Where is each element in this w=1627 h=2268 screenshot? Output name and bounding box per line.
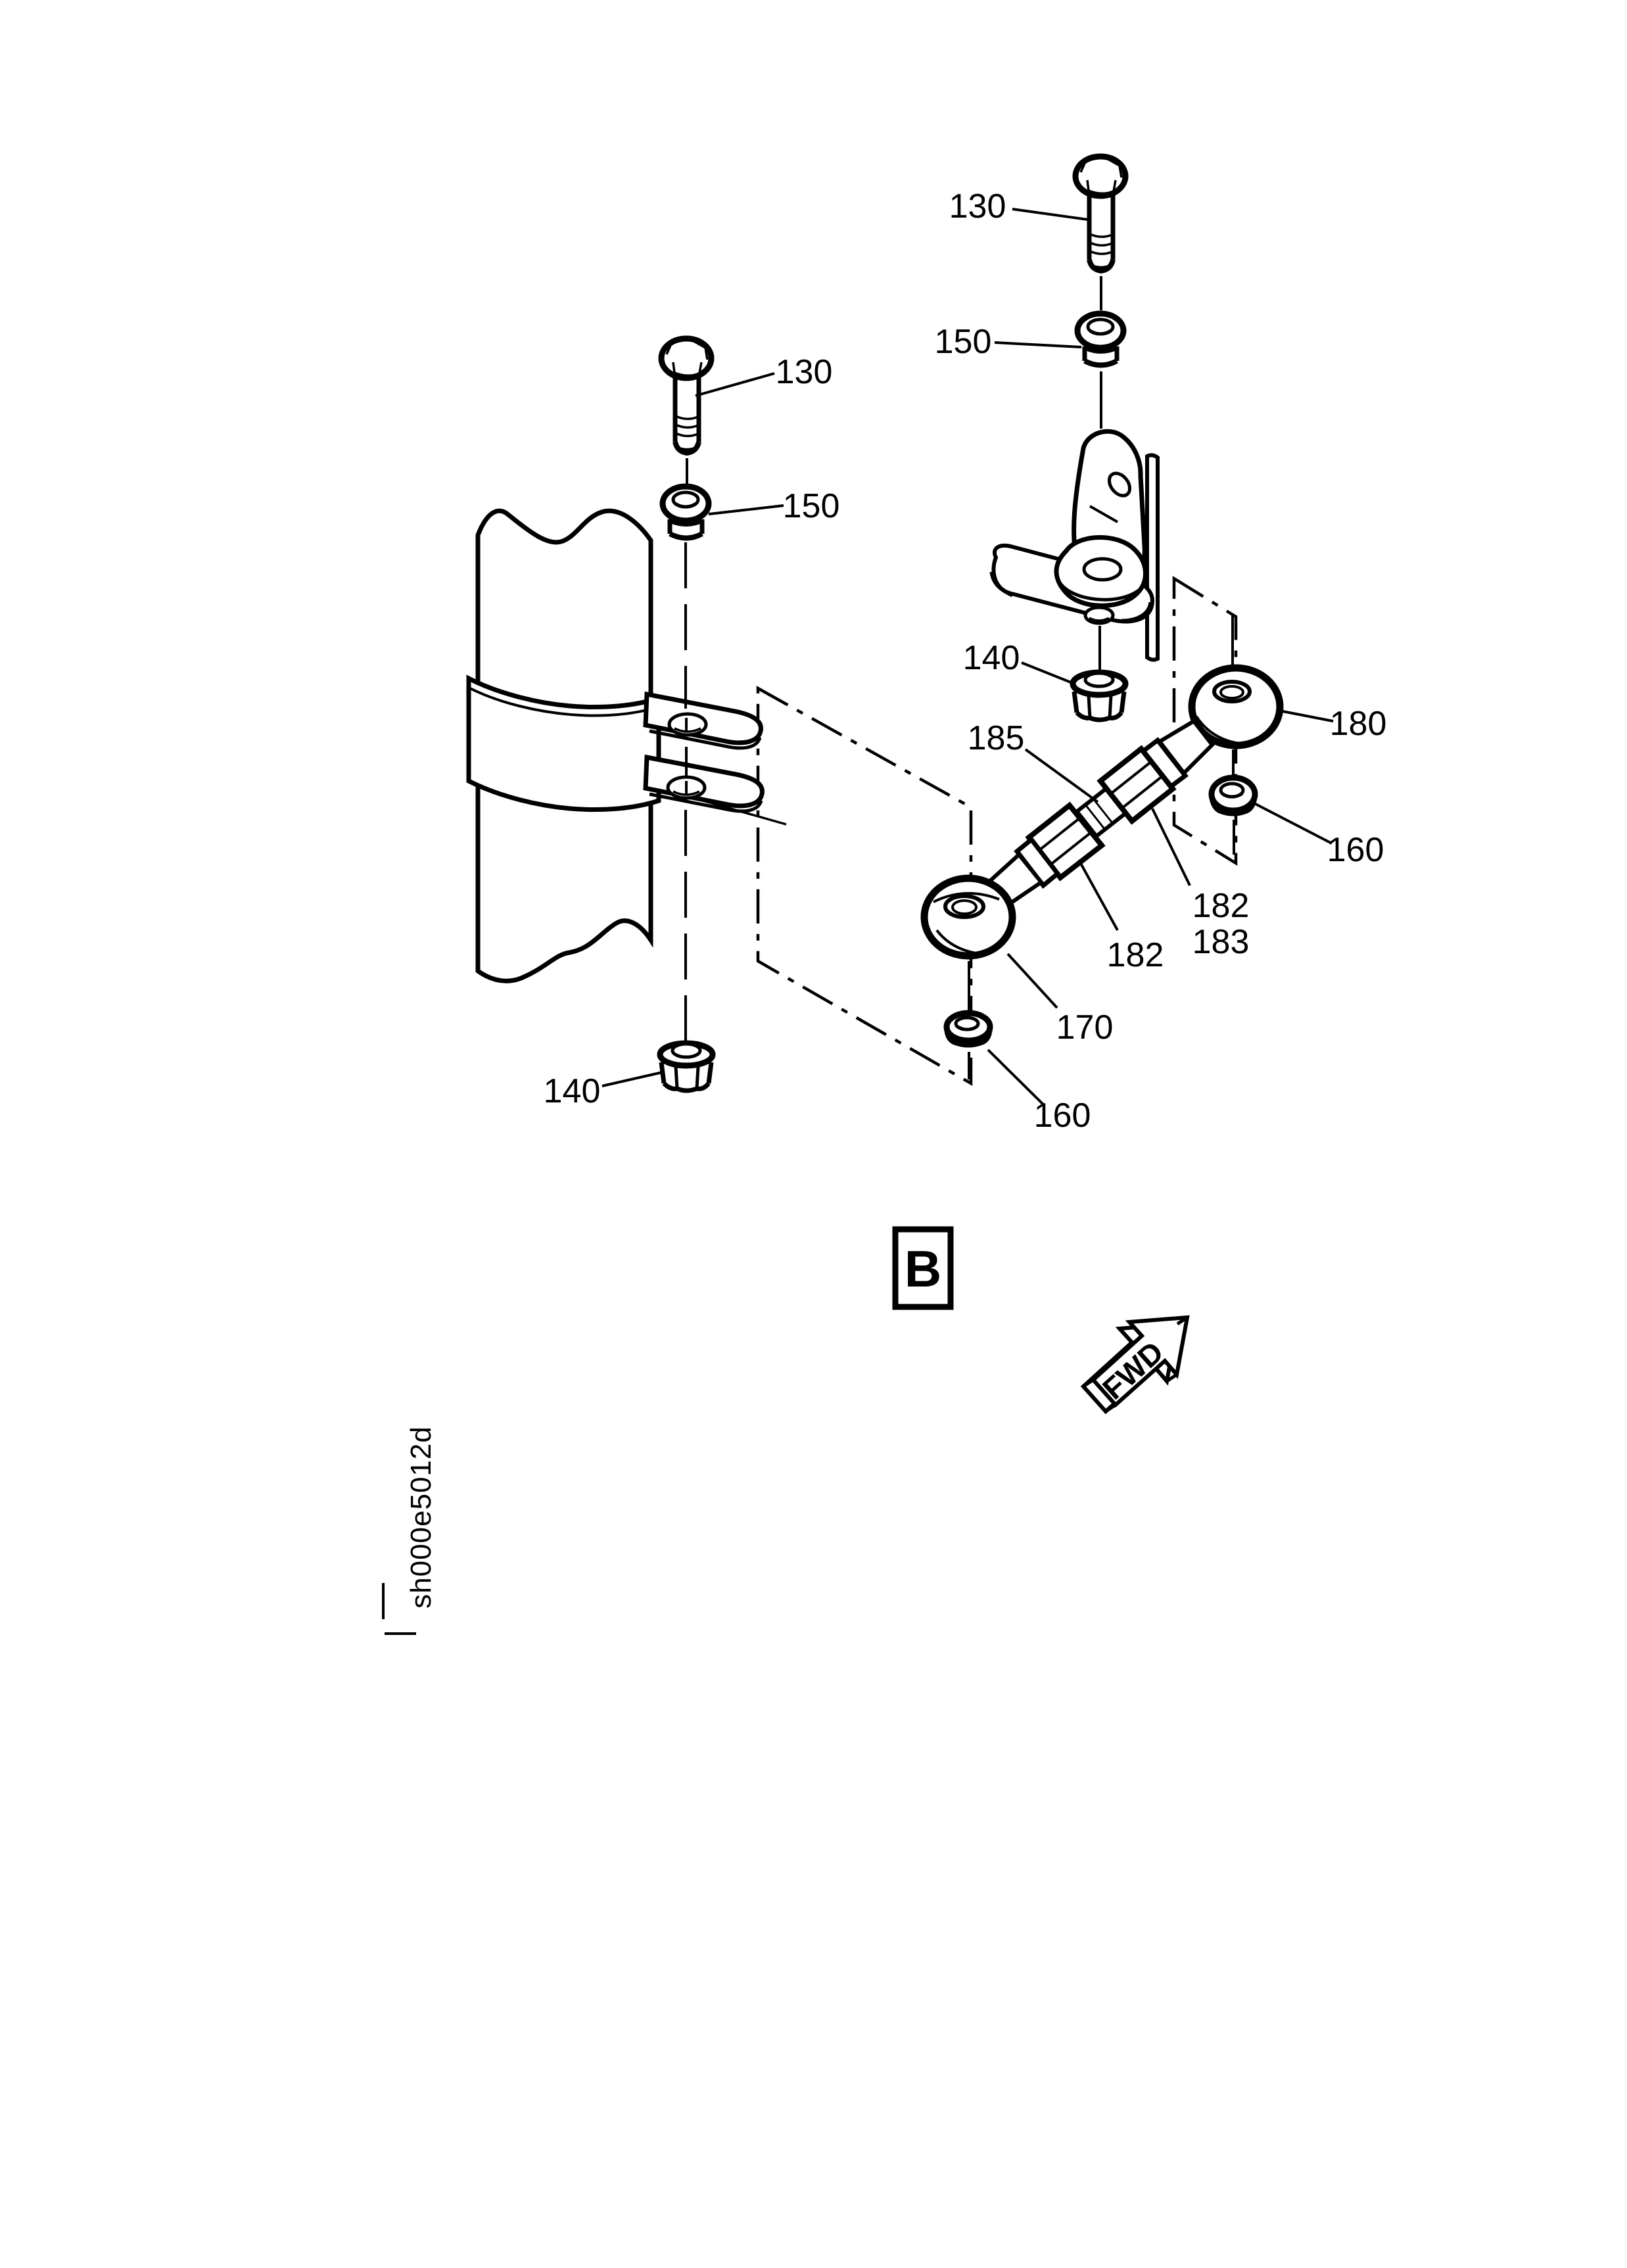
flanged-bushing-left xyxy=(663,486,709,538)
leader-nut-left xyxy=(602,1072,663,1086)
hex-bolt-left xyxy=(661,339,711,453)
callout-rod-end-lower: 170 xyxy=(1056,1008,1114,1047)
bolt-right-shank xyxy=(1089,195,1113,260)
fwd-direction-arrow xyxy=(1083,1317,1187,1411)
bolt-left-head xyxy=(661,339,711,378)
leader-jam-nut-lower xyxy=(1079,860,1118,930)
callout-bushing-right: 150 xyxy=(934,323,992,361)
bushing-left-bottom xyxy=(670,534,702,538)
callout-jam-nut-upper: 182 xyxy=(1192,887,1250,925)
callout-nut-right: 140 xyxy=(962,639,1020,677)
support-bracket xyxy=(991,431,1158,659)
callout-nut-left: 140 xyxy=(543,1072,601,1110)
washer-bottom xyxy=(947,1013,990,1045)
hex-bolt-right xyxy=(1075,156,1125,271)
nut-left-hex-facets xyxy=(676,1066,698,1089)
view-label-box xyxy=(895,1229,951,1307)
callout-jam-nut-lower: 182 xyxy=(1106,936,1164,974)
leader-bolt-right xyxy=(1012,209,1088,220)
view-label-letter: B xyxy=(904,1240,942,1298)
callout-adjuster: 185 xyxy=(967,719,1025,757)
leader-adjuster xyxy=(1026,749,1098,802)
leader-washer-right xyxy=(1254,803,1332,843)
leader-bolt-left xyxy=(696,373,774,396)
leader-jam-nut-upper xyxy=(1152,809,1190,886)
callout-washer-right: 160 xyxy=(1327,831,1384,869)
nut-right-hex-bottom xyxy=(1077,713,1121,720)
drawing-code-block xyxy=(383,1426,437,1634)
leader-nut-right xyxy=(1022,663,1074,684)
callout-bolt-right: 130 xyxy=(949,187,1006,225)
axis-left xyxy=(686,458,687,1045)
leader-bushing-right xyxy=(995,343,1081,347)
flanged-nut-right xyxy=(1073,673,1125,720)
flanged-bushing-right xyxy=(1077,314,1123,366)
drawing-code-text: sh000e5012d xyxy=(405,1426,437,1609)
callout-bolt-left: 130 xyxy=(775,353,833,391)
bushing-right-bottom xyxy=(1085,361,1117,366)
nut-left-hex-bottom xyxy=(664,1083,709,1091)
bolt-right-head xyxy=(1075,156,1125,196)
callout-washer-bottom: 160 xyxy=(1033,1097,1091,1135)
callout-lock-nut: 183 xyxy=(1192,923,1250,961)
callout-labels xyxy=(544,187,1387,1135)
leader-rod-end-lower xyxy=(1008,954,1057,1008)
leader-rod-end-upper xyxy=(1279,711,1333,721)
bolt-left-shank xyxy=(675,377,699,442)
leader-bushing-left xyxy=(709,506,784,514)
flanged-nut-left xyxy=(660,1043,713,1091)
callout-rod-end-upper: 180 xyxy=(1329,705,1387,743)
callout-bushing-left: 150 xyxy=(782,487,840,525)
fwd-arrow-text: FWD xyxy=(1096,1334,1170,1406)
washer-right xyxy=(1212,778,1255,814)
bracket-back-wall xyxy=(1147,455,1158,659)
nut-right-hex-facets xyxy=(1089,696,1111,718)
